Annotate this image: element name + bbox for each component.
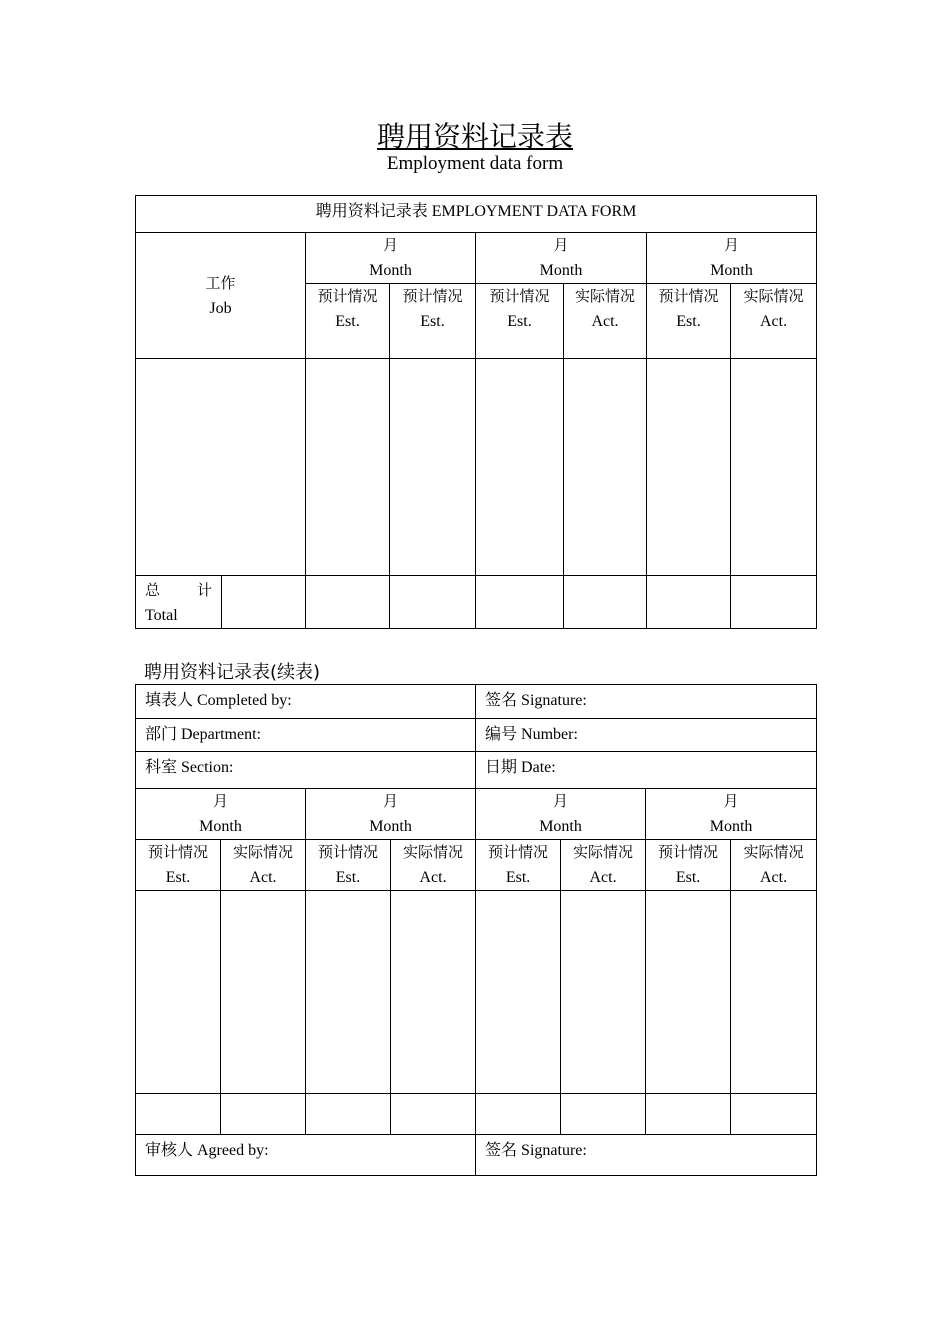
continuation-title: 聘用资料记录表(续表): [144, 662, 321, 683]
total-cell[interactable]: [561, 1094, 646, 1135]
total-cell[interactable]: [390, 576, 476, 629]
employment-data-continuation-table: [135, 684, 817, 1176]
section-field[interactable]: 科室 Section:: [136, 752, 476, 789]
total-cell[interactable]: [306, 576, 390, 629]
employment-data-table: [135, 195, 817, 629]
month-header: 月 Month: [306, 789, 476, 840]
completed-by-field[interactable]: 填表人 Completed by:: [136, 685, 476, 719]
data-cell[interactable]: [136, 891, 221, 1094]
subcol-header: 预计情况 Est.: [647, 284, 731, 359]
total-cell[interactable]: [731, 576, 817, 629]
data-cell[interactable]: [731, 891, 817, 1094]
subcol-header: 实际情况 Act.: [731, 840, 817, 891]
agreed-by-field[interactable]: 审核人 Agreed by:: [136, 1135, 476, 1176]
date-field[interactable]: 日期 Date:: [476, 752, 817, 789]
total-cell[interactable]: [476, 1094, 561, 1135]
subcol-header: 预计情况 Est.: [306, 840, 391, 891]
subcol-header: 实际情况 Act.: [561, 840, 646, 891]
subcol-header: 预计情况 Est.: [476, 840, 561, 891]
subcol-header: 预计情况 Est.: [646, 840, 731, 891]
total-label: 总 计 Total: [136, 576, 222, 629]
subcol-header: 预计情况 Est.: [306, 284, 390, 359]
subcol-header: 实际情况 Act.: [731, 284, 817, 359]
data-cell[interactable]: [731, 359, 817, 576]
total-cell[interactable]: [221, 1094, 306, 1135]
data-cell[interactable]: [476, 891, 561, 1094]
data-cell[interactable]: [561, 891, 646, 1094]
total-cell[interactable]: [136, 1094, 221, 1135]
data-cell[interactable]: [564, 359, 647, 576]
subcol-header: 实际情况 Act.: [564, 284, 647, 359]
total-cell[interactable]: [731, 1094, 817, 1135]
month-header: 月 Month: [647, 233, 817, 284]
page-subtitle: Employment data form: [386, 153, 564, 174]
job-header: [136, 233, 306, 359]
table-header: 聘用资料记录表 EMPLOYMENT DATA FORM: [136, 196, 817, 233]
month-header: 月 Month: [136, 789, 306, 840]
data-cell[interactable]: [390, 359, 476, 576]
subcol-header: 实际情况 Act.: [221, 840, 306, 891]
signature-field[interactable]: 签名 Signature:: [476, 685, 817, 719]
subcol-header: 预计情况 Est.: [476, 284, 564, 359]
total-cell[interactable]: [647, 576, 731, 629]
total-cell[interactable]: [646, 1094, 731, 1135]
data-cell[interactable]: [476, 359, 564, 576]
month-header: 月 Month: [476, 233, 647, 284]
total-cell[interactable]: [306, 1094, 391, 1135]
month-header: 月 Month: [476, 789, 646, 840]
data-cell[interactable]: [306, 359, 390, 576]
subcol-header: 预计情况 Est.: [390, 284, 476, 359]
total-cell[interactable]: [391, 1094, 476, 1135]
subcol-header: 实际情况 Act.: [391, 840, 476, 891]
signature-field-2[interactable]: 签名 Signature:: [476, 1135, 817, 1176]
data-cell[interactable]: [646, 891, 731, 1094]
job-entry-cell[interactable]: [136, 359, 306, 576]
job-label-zh: 工作: [205, 273, 236, 292]
subcol-header: 预计情况 Est.: [136, 840, 221, 891]
department-field[interactable]: 部门 Department:: [136, 719, 476, 752]
data-cell[interactable]: [306, 891, 391, 1094]
total-cell[interactable]: [476, 576, 564, 629]
total-cell[interactable]: [564, 576, 647, 629]
month-header: 月 Month: [646, 789, 817, 840]
month-header: 月 Month: [306, 233, 476, 284]
data-cell[interactable]: [391, 891, 476, 1094]
data-cell[interactable]: [647, 359, 731, 576]
page-title: 聘用资料记录表: [376, 120, 573, 153]
total-value-cell[interactable]: [222, 576, 306, 629]
data-cell[interactable]: [221, 891, 306, 1094]
job-label-en: Job: [209, 299, 232, 317]
number-field[interactable]: 编号 Number:: [476, 719, 817, 752]
